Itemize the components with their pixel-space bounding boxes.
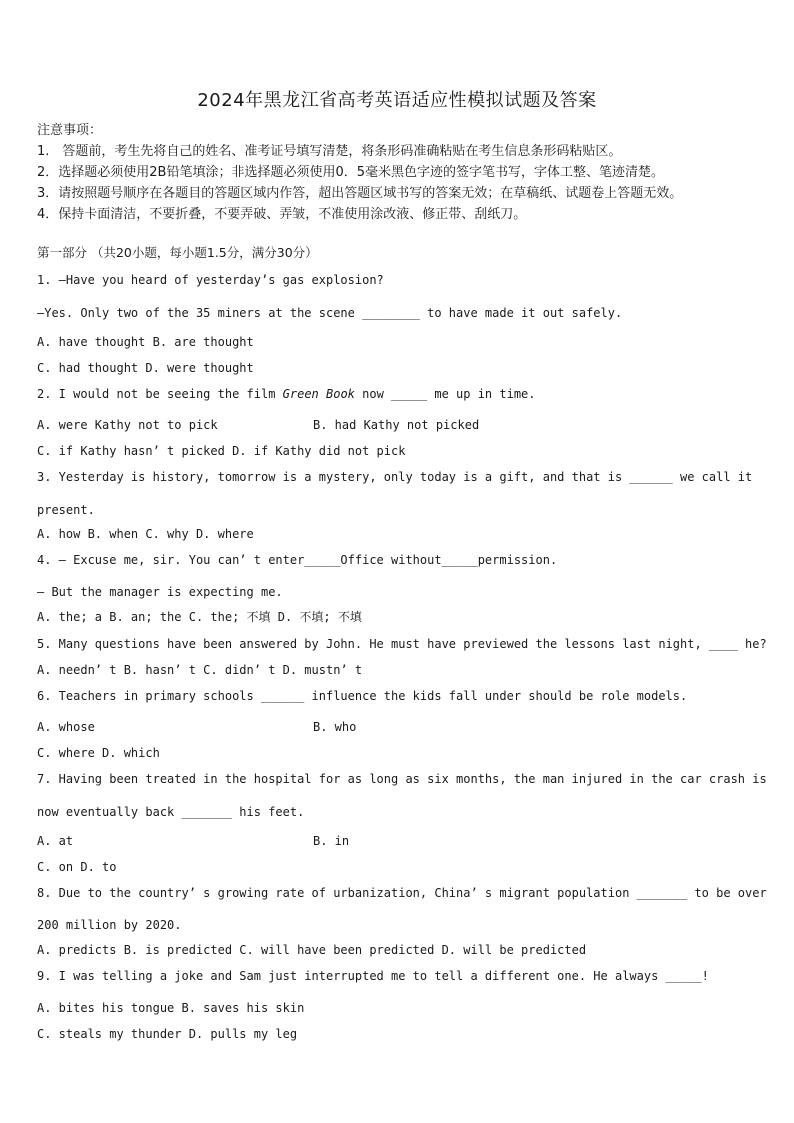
question-stem: 7. Having been treated in the hospital for as long as six months, the man injured in the car crash is — [37, 772, 767, 786]
notice-item: 4．保持卡面清洁，不要折叠，不要弄破、弄皱，不准使用涂改液、修正带、刮纸刀。 — [37, 207, 527, 222]
option-line: C. had thought D. were thought — [37, 361, 254, 375]
option-b: B. in — [313, 834, 350, 848]
notice-item: 1. 答题前，考生先将自己的姓名、准考证号填写清楚，将条形码准确粘贴在考生信息条形码粘贴区。 — [37, 144, 622, 159]
question-stem: 9. I was telling a joke and Sam just interrupted me to tell a different one. He always _____! — [37, 969, 709, 983]
film-title: Green Book — [282, 387, 355, 401]
question-stem — [37, 386, 536, 402]
question-stem: 4. — Excuse me, sir. You can’ t enter_____Office without_____permission. — [37, 553, 558, 567]
option-line: C. steals my thunder D. pulls my leg — [37, 1027, 298, 1041]
question-stem: 8. Due to the country’ s growing rate of urbanization, China’ s migrant population _______ to be over — [37, 886, 767, 900]
page-title: 2024年黑龙江省高考英语适应性模拟试题及答案 — [197, 90, 597, 111]
option-b: B. who — [313, 720, 357, 734]
option-a: A. at — [37, 834, 74, 848]
option-line — [37, 417, 218, 433]
notice-block — [37, 120, 757, 225]
notice-item: 3．请按照题号顺序在各题目的答题区域内作答，超出答题区域书写的答案无效；在草稿纸、试题卷上答题无效。 — [37, 186, 683, 201]
stem-text: now _____ me up in time. — [354, 387, 536, 401]
question-stem: 5. Many questions have been answered by John. He must have previewed the lessons last night, ____ he? — [37, 637, 767, 651]
question-stem: 6. Teachers in primary schools ______ influence the kids fall under should be role models. — [37, 689, 688, 703]
option-line: C. if Kathy hasn’ t picked D. if Kathy did not pick — [37, 444, 406, 458]
option-a: A. were Kathy not to pick — [37, 418, 218, 432]
question-stem: —Yes. Only two of the 35 miners at the scene ________ to have made it out safely. — [37, 306, 623, 320]
option-a: A. whose — [37, 720, 95, 734]
option-line: A. needn’ t B. hasn’ t C. didn’ t D. mustn’ t — [37, 663, 363, 677]
section-heading: 第一部分 （共20小题，每小题1.5分，满分30分） — [37, 245, 318, 260]
question-stem: 200 million by 2020. — [37, 918, 182, 932]
option-b: B. had Kathy not picked — [313, 418, 480, 432]
option-line: A. bites his tongue B. saves his skin — [37, 1001, 305, 1015]
option-line: A. how B. when C. why D. where — [37, 527, 254, 541]
option-line: A. have thought B. are thought — [37, 335, 254, 349]
question-stem: present. — [37, 503, 95, 517]
question-stem: — But the manager is expecting me. — [37, 585, 283, 599]
question-stem: 1. —Have you heard of yesterday’s gas explosion? — [37, 273, 384, 287]
stem-text: 2. I would not be seeing the film — [37, 387, 283, 401]
option-line: A. predicts B. is predicted C. will have been predicted D. will be predicted — [37, 943, 587, 957]
notice-heading: 注意事项： — [37, 123, 103, 138]
option-line: C. where D. which — [37, 746, 160, 760]
option-line: C. on D. to — [37, 860, 117, 874]
question-stem: 3. Yesterday is history, tomorrow is a mystery, only today is a gift, and that is ______ we call it — [37, 470, 753, 484]
option-line: A. the; a B. an; the C. the; 不填 D. 不填; 不填 — [37, 610, 362, 624]
notice-item: 2．选择题必须使用2B铅笔填涂；非选择题必须使用0．5毫米黑色字迹的签字笔书写，字体工整、笔迹清楚。 — [37, 165, 665, 180]
question-stem: now eventually back _______ his feet. — [37, 805, 305, 819]
